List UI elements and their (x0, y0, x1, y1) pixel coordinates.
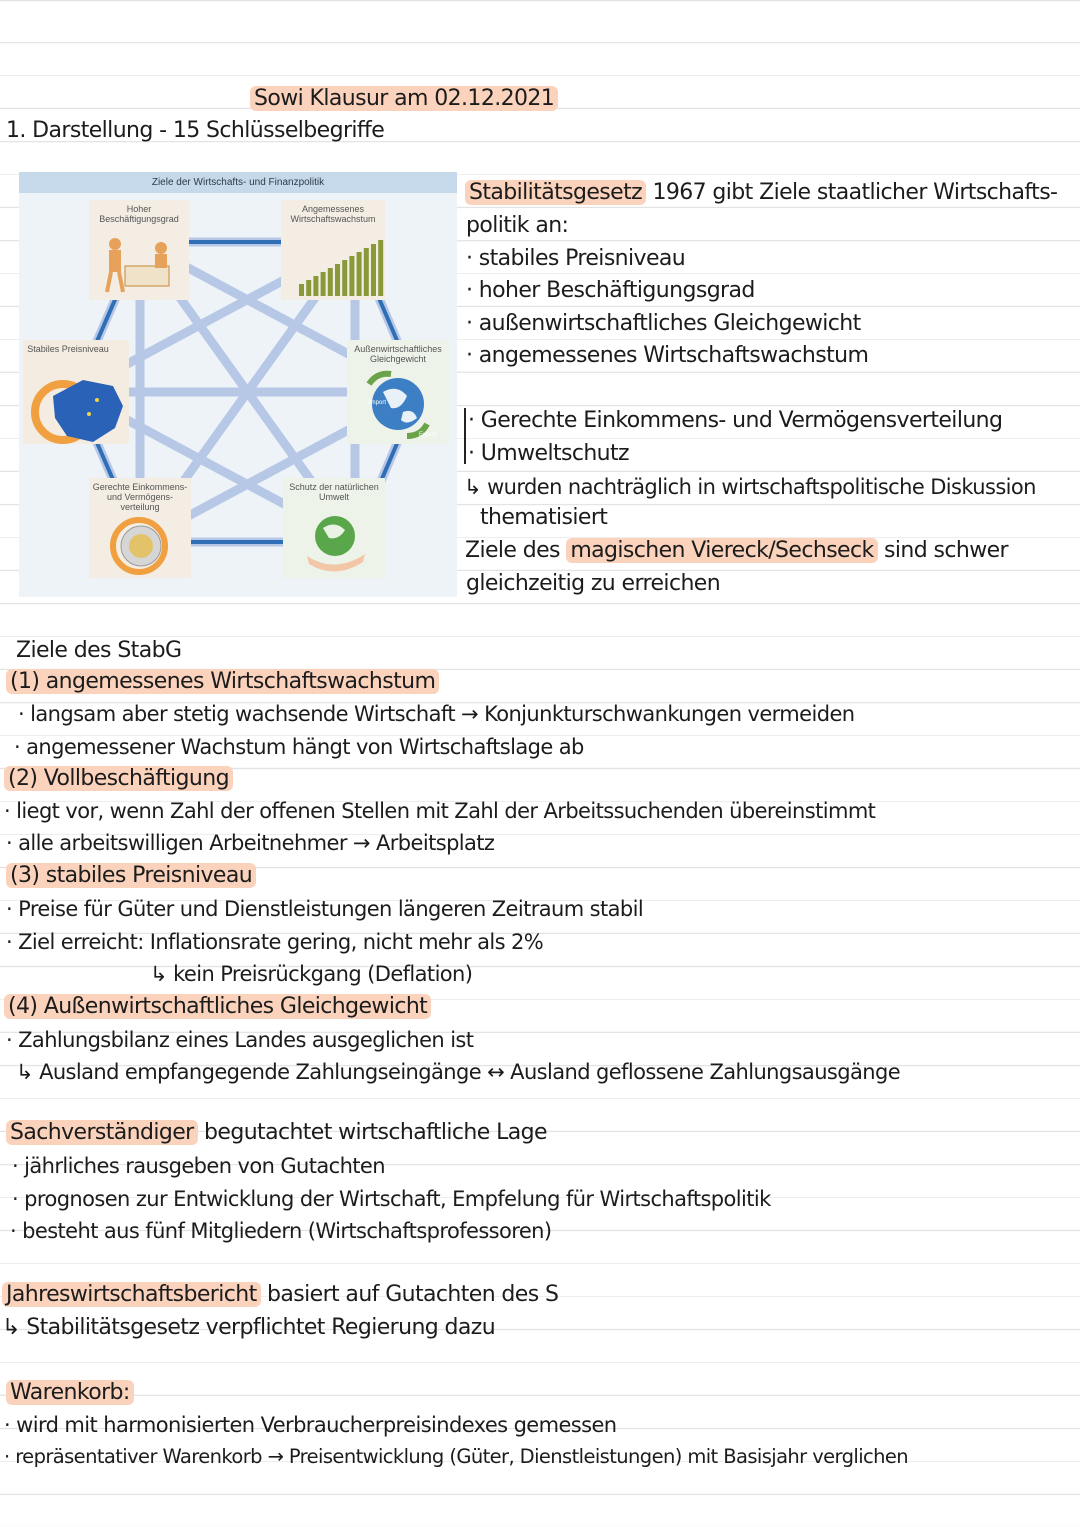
growth-bar (328, 268, 333, 296)
prices-label: Stabiles Preisniveau (27, 344, 109, 354)
growth-bar (321, 272, 326, 296)
stab-note-2: thematisiert (480, 505, 608, 530)
growth-bar-chart-icon (281, 226, 385, 300)
import-tag: Import (369, 400, 387, 406)
goals-hexagon-diagram (19, 172, 457, 597)
growth-bar (357, 252, 362, 296)
goal-4-heading: (4) Außenwirtschaftliches Gleichgewicht (4, 992, 431, 1022)
report-line-2: ↳ Stabilitätsgesetz verpflichtet Regierung dazu (2, 1315, 496, 1340)
experts-item: · jährliches rausgeben von Gutachten (12, 1154, 385, 1178)
growth-bar (364, 248, 369, 296)
section-heading: 1. Darstellung - 15 Schlüsselbegriffe (6, 118, 385, 143)
stab-line-1: Stabilitätsgesetz 1967 gibt Ziele staatlicher Wirtschafts- (465, 178, 1057, 208)
experts-item: · besteht aus fünf Mitgliedern (Wirtschaftsprofessoren) (10, 1219, 552, 1243)
stab-item: · angemessenes Wirtschaftswachstum (466, 343, 869, 368)
employment-card (89, 200, 189, 300)
goal-1-item: · langsam aber stetig wachsende Wirtschaft → Konjunkturschwankungen vermeiden (18, 702, 855, 726)
growth-bar (349, 256, 354, 296)
goal-3-item: · Ziel erreicht: Inflationsrate gering, nicht mehr als 2% (6, 930, 544, 954)
experts-line: Sachverständiger begutachtet wirtschaftliche Lage (6, 1118, 547, 1148)
basket-heading: Warenkorb: (6, 1378, 134, 1408)
environment-label: Schutz der natürlichen Umwelt (289, 482, 379, 502)
stab-line-2: politik an: (466, 213, 569, 238)
goal-3-item: ↳ kein Preisrückgang (Deflation) (150, 962, 473, 986)
globe-trade-icon (347, 364, 449, 444)
page-title: Sowi Klausur am 02.12.2021 (250, 84, 558, 114)
growth-bar (378, 240, 383, 296)
experts-item: · prognosen zur Entwicklung der Wirtschaft, Empfelung für Wirtschaftspolitik (12, 1187, 771, 1211)
employment-label: Hoher Beschäftigungsgrad (99, 204, 179, 224)
diagram-title: Ziele der Wirtschafts- und Finanzpolitik (19, 172, 457, 193)
distribution-label: Gerechte Einkommens- und Vermögens-verteilung (92, 482, 188, 512)
globe-in-hand-icon (283, 506, 385, 576)
distribution-card (89, 478, 191, 578)
goals-heading: Ziele des StabG (16, 638, 182, 663)
growth-bar (299, 284, 304, 296)
office-workers-icon (89, 230, 189, 300)
goal-2-heading: (2) Vollbeschäftigung (4, 764, 233, 794)
stab-item: · stabiles Preisniveau (466, 246, 686, 271)
stab-item: · außenwirtschaftliches Gleichgewicht (466, 311, 861, 336)
external-balance-card (347, 340, 449, 444)
goal-4-item: · Zahlungsbilanz eines Landes ausgeglichen ist (6, 1028, 474, 1052)
goal-2-item: · liegt vor, wenn Zahl der offenen Stellen mit Zahl der Arbeitssuchenden übereinstimmt (4, 799, 876, 823)
growth-card (281, 200, 385, 300)
goal-4-item: ↳ Ausland empfangegende Zahlungseingänge ↔ Ausland geflossene Zahlungsausgänge (16, 1060, 901, 1084)
stab-item: · hoher Beschäftigungsgrad (466, 278, 755, 303)
growth-label: Angemessenes Wirtschaftswachstum (290, 204, 376, 224)
growth-bar (306, 280, 311, 296)
bracket-line (464, 408, 466, 464)
growth-bar (335, 264, 340, 296)
prices-card (23, 340, 129, 444)
environment-card (283, 478, 385, 578)
goal-2-item: · alle arbeitswilligen Arbeitnehmer → Arbeitsplatz (6, 831, 495, 855)
europe-map-icon (23, 366, 129, 446)
stab-note: ↳ wurden nachträglich in wirtschaftspolitische Diskussion (464, 475, 1036, 499)
stab-extra: · Umweltschutz (468, 441, 630, 466)
basket-item: · repräsentativer Warenkorb → Preisentwicklung (Güter, Dienstleistungen) mit Basisjahr verglichen (4, 1445, 909, 1468)
euro-coin-icon (89, 510, 191, 580)
growth-bar (371, 244, 376, 296)
magic-line: Ziele des magischen Viereck/Sechseck sind schwer (465, 538, 1008, 563)
export-tag: Export (419, 432, 437, 438)
external-balance-label: Außenwirtschaftliches Gleichgewicht (354, 344, 442, 364)
goal-1-item: · angemessener Wachstum hängt von Wirtschaftslage ab (14, 735, 584, 759)
growth-bar (342, 260, 347, 296)
magic-line-2: gleichzeitig zu erreichen (466, 571, 721, 596)
goal-3-item: · Preise für Güter und Dienstleistungen längeren Zeitraum stabil (6, 897, 644, 921)
goal-1-heading: (1) angemessenes Wirtschaftswachstum (6, 667, 439, 697)
goal-3-heading: (3) stabiles Preisniveau (6, 861, 256, 891)
report-line: Jahreswirtschaftsbericht basiert auf Gutachten des S (2, 1280, 558, 1310)
stab-extra: · Gerechte Einkommens- und Vermögensverteilung (468, 408, 1003, 433)
basket-item: · wird mit harmonisierten Verbraucherpreisindexes gemessen (4, 1413, 617, 1437)
growth-bar (313, 276, 318, 296)
